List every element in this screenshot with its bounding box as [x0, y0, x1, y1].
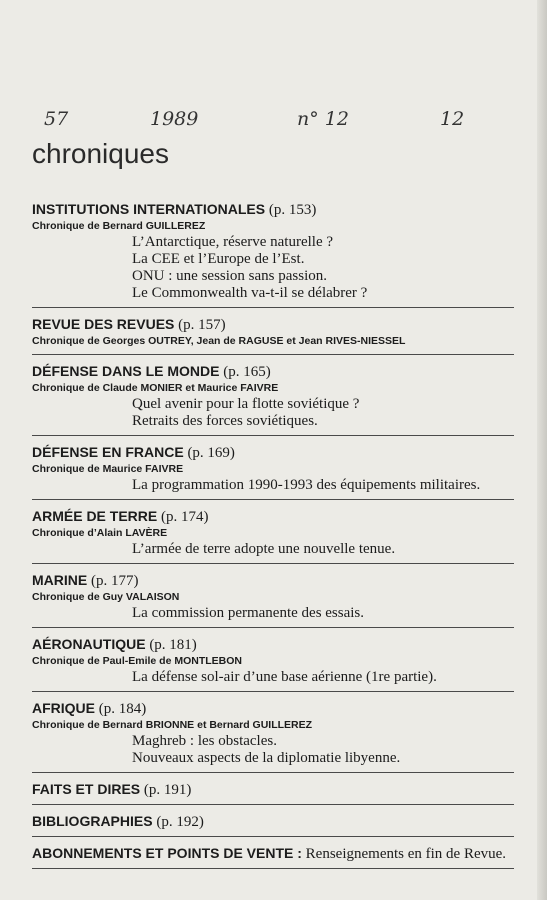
toc-section — [32, 443, 514, 500]
section-heading — [32, 315, 514, 334]
section-chronicle-author: Chronique de Bernard GUILLEREZ — [32, 220, 206, 232]
section-item-list — [32, 396, 514, 430]
section-chronicle-author: Chronique de Claude MONIER et Maurice FAIVRE — [32, 382, 279, 394]
section-heading — [32, 812, 514, 831]
section-item: Maghreb : les obstacles. — [132, 733, 277, 749]
section-page-ref: (p. 153) — [268, 202, 317, 218]
toc-section — [32, 362, 514, 436]
section-page-ref: (p. 174) — [160, 509, 209, 525]
toc-section — [32, 812, 514, 837]
section-item: L’Antarctique, réserve naturelle ? — [132, 234, 334, 250]
handwritten-year: 1989 — [150, 108, 199, 130]
section-name: BIBLIOGRAPHIES — [32, 813, 153, 829]
section-name: DÉFENSE DANS LE MONDE — [32, 363, 220, 379]
section-item-list — [32, 605, 514, 622]
section-heading — [32, 844, 514, 863]
toc-section — [32, 507, 514, 564]
section-name: AFRIQUE — [32, 700, 95, 716]
section-chronicle-author: Chronique de Paul-Emile de MONTLEBON — [32, 655, 243, 667]
section-item: La CEE et l’Europe de l’Est. — [132, 251, 305, 267]
section-heading — [32, 362, 514, 381]
section-name: FAITS ET DIRES — [32, 781, 141, 797]
section-heading — [32, 507, 514, 526]
section-page-ref: (p. 184) — [98, 701, 147, 717]
section-name: ABONNEMENTS ET POINTS DE VENTE : — [32, 845, 302, 861]
section-item: La commission permanente des essais. — [132, 605, 365, 621]
section-item: Quel avenir pour la flotte soviétique ? — [132, 396, 360, 412]
section-item: ONU : une session sans passion. — [132, 268, 327, 284]
section-chronicle-author: Chronique de Georges OUTREY, Jean de RAGUSE et Jean RIVES-NIESSEL — [32, 335, 406, 347]
section-item-list — [32, 733, 514, 767]
section-page-ref: (p. 192) — [156, 814, 204, 830]
page-edge-shadow — [537, 0, 547, 900]
page-title: chroniques — [32, 138, 169, 169]
section-item: Nouveaux aspects de la diplomatie libyenne. — [132, 750, 401, 766]
section-item-list — [32, 477, 514, 494]
section-heading — [32, 200, 514, 219]
handwritten-issue: n° 12 — [297, 108, 349, 130]
handwritten-note: 57 — [44, 108, 69, 130]
toc-section — [32, 571, 514, 628]
section-item: L’armée de terre adopte une nouvelle tenue. — [132, 541, 396, 557]
section-chronicle-author: Chronique de Guy VALAISON — [32, 591, 180, 603]
section-item: Le Commonwealth va-t-il se délabrer ? — [132, 285, 368, 301]
section-name: ARMÉE DE TERRE — [32, 508, 158, 524]
section-chronicle-author: Chronique d’Alain LAVÈRE — [32, 527, 168, 539]
section-page-ref: (p. 177) — [90, 573, 139, 589]
section-item-list — [32, 669, 514, 686]
toc-section — [32, 315, 514, 355]
section-name: INSTITUTIONS INTERNATIONALES — [32, 201, 266, 217]
table-of-contents — [32, 200, 514, 876]
section-heading — [32, 699, 514, 718]
section-page-ref: (p. 181) — [149, 637, 197, 653]
toc-section — [32, 200, 514, 308]
section-name: MARINE — [32, 572, 88, 588]
section-heading — [32, 571, 514, 590]
section-name: DÉFENSE EN FRANCE — [32, 444, 184, 460]
section-item: La programmation 1990-1993 des équipements militaires. — [132, 477, 481, 493]
section-name: REVUE DES REVUES — [32, 316, 175, 332]
section-page-ref: (p. 165) — [223, 364, 271, 380]
toc-section — [32, 780, 514, 805]
section-page-ref: (p. 157) — [178, 317, 226, 333]
section-heading — [32, 443, 514, 462]
section-chronicle-author: Chronique de Bernard BRIONNE et Bernard GUILLEREZ — [32, 719, 313, 731]
section-item: La défense sol-air d’une base aérienne (1re partie). — [132, 669, 437, 685]
section-item: Retraits des forces soviétiques. — [132, 413, 318, 429]
toc-section — [32, 699, 514, 773]
section-heading — [32, 635, 514, 654]
section-name: AÉRONAUTIQUE — [32, 636, 146, 652]
section-item-list — [32, 234, 514, 302]
section-text: Renseignements en fin de Revue. — [305, 846, 507, 862]
section-page-ref: (p. 191) — [143, 782, 192, 798]
toc-section — [32, 635, 514, 692]
section-heading — [32, 780, 514, 799]
section-chronicle-author: Chronique de Maurice FAIVRE — [32, 463, 184, 475]
toc-section-final — [32, 844, 514, 869]
handwritten-number: 12 — [440, 108, 465, 130]
section-page-ref: (p. 169) — [187, 445, 235, 461]
section-list — [32, 200, 514, 837]
section-item-list — [32, 541, 514, 558]
